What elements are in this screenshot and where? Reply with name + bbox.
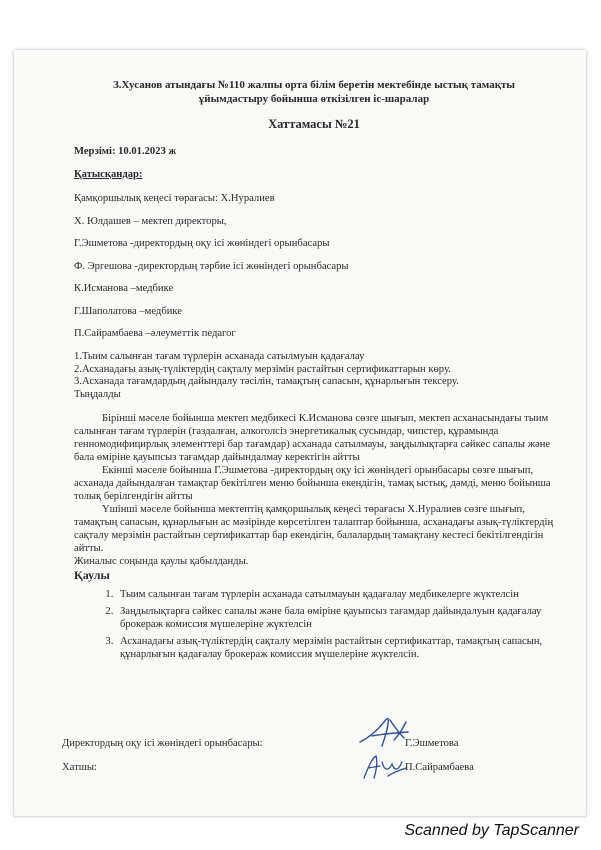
agenda-list bbox=[74, 351, 554, 401]
participant-item: Г.Эшметова -директордың оқу ісі жөніндегі орынбасары bbox=[74, 238, 330, 249]
signature-role: Хатшы: bbox=[62, 762, 97, 773]
decision-label: Қаулы bbox=[74, 568, 110, 582]
agenda-item: 1.Тыим салынған тағам түрлерін асханада сатылмуын қадағалау bbox=[74, 351, 365, 362]
scanner-watermark: Scanned by TapScanner bbox=[404, 822, 579, 839]
participant-item: П.Сайрамбаева –әлеуметтік педагог bbox=[74, 328, 236, 339]
agenda-heard-label: Тыңдалды bbox=[74, 388, 121, 400]
participant-item: Х. Юлдашев – мектеп директоры, bbox=[74, 215, 227, 227]
document-content bbox=[74, 78, 554, 665]
discussion-paragraph: Бірінші мәселе бойынша мектеп медбикесі К.Исманова сөзге шығып, мектеп асханасындағы тыим салынған тағам түрлерін (газдалған, алкоголсіз энергетикалық сусындар, чипстер, құрамында генномодифицирлық элементтері бар тағамдар) асханада сатылмауы, заңдылықтарға сәйкес сапалы және бала өміріне қауыпсыз тағамдар дайындалмау керектігін айтты bbox=[74, 413, 551, 463]
document-title-line2: ұйымдастыру бойынша өткізілген іс-шаралар bbox=[198, 93, 430, 105]
handwritten-signature-1 bbox=[354, 712, 414, 754]
document-subtitle: Хаттамасы №21 bbox=[268, 117, 360, 131]
agenda-item: 3.Асханада тағамдардың дайындалу тәсілін, тамақтың сапасын, құнарлығын тексеру. bbox=[74, 376, 459, 387]
agenda-item: 2.Асханадағы азық-түліктердің сақталу мерзімін растайтын сертификаттарын көру. bbox=[74, 363, 451, 375]
closing-statement: Жиналыс соңында қаулы қабылданды. bbox=[74, 556, 249, 567]
participant-item: Қамқоршылық кеңесі төрағасы: Х.Нуралиев bbox=[74, 193, 275, 204]
meeting-date: Мерзімі: 10.01.2023 ж bbox=[74, 146, 177, 157]
document-title-line1: З.Хусанов атындағы №110 жалпы орта білім беретін мектебінде ыстық тамақты bbox=[112, 79, 516, 91]
signature-role: Директордың оқу ісі жөніндегі орынбасары: bbox=[62, 738, 263, 749]
discussion-paragraph: Екінші мәселе бойынша Г.Эшметова -директордың оқу ісі жөніндегі орынбасары сөзге шығып, асханада дайындалған тамақтар бекітілген меню бойынша екендігін, тамақ ыстық, дәмді, меню бойынша толық берілгендігін айтты bbox=[74, 465, 551, 502]
document-page bbox=[14, 50, 586, 816]
signature-name: Г.Эшметова bbox=[405, 738, 459, 749]
handwritten-signature-2 bbox=[358, 750, 410, 784]
signature-name: П.Сайрамбаева bbox=[405, 762, 474, 773]
discussion-body bbox=[74, 412, 554, 568]
participants-list bbox=[74, 192, 554, 340]
participant-item: Г.Шаполатова –медбике bbox=[74, 305, 182, 317]
participant-item: Ф. Эргешова -директордың тәрбие ісі жөніндегі орынбасары bbox=[74, 260, 349, 272]
discussion-paragraph: Үшінші мәселе бойынша мектептің қамқоршылық кеңесі төрағасы Х.Нуралиев сөзге шығып, тамақтың сапасын, құнарлығын ас мәзірінде көрсетілген талаптар бойынша, асханадағы азық-түліктердің сақталу мерзімін растайтын сертификаттар бар екендігін, балалардың тамақтану кестесі бекітілгендігін айтты. bbox=[74, 504, 554, 554]
decision-item: 1. Тыим салынған тағам түрлерін асханада сатылмауын қадағалау медбикелерге жүктелсін bbox=[116, 588, 554, 601]
participant-item: К.Исманова –медбике bbox=[74, 283, 174, 294]
decision-item: 2. Заңдылықтарға сәйкес сапалы және бала өміріне қауыпсыз тағамдар дайындалуын қадағалау брокераж комиссия мүшелеріне жүктелсін bbox=[116, 605, 554, 631]
participants-label: Қатысқандар: bbox=[74, 169, 143, 180]
decision-item: 3. Асханадағы азық-түліктердің сақталу мерзімін растайтын сертификаттар, тамақтың сапасын, құнарлығын қадағалау брокераж комиссия мүшелеріне жүктелсін. bbox=[116, 635, 554, 661]
decision-list bbox=[74, 588, 554, 661]
